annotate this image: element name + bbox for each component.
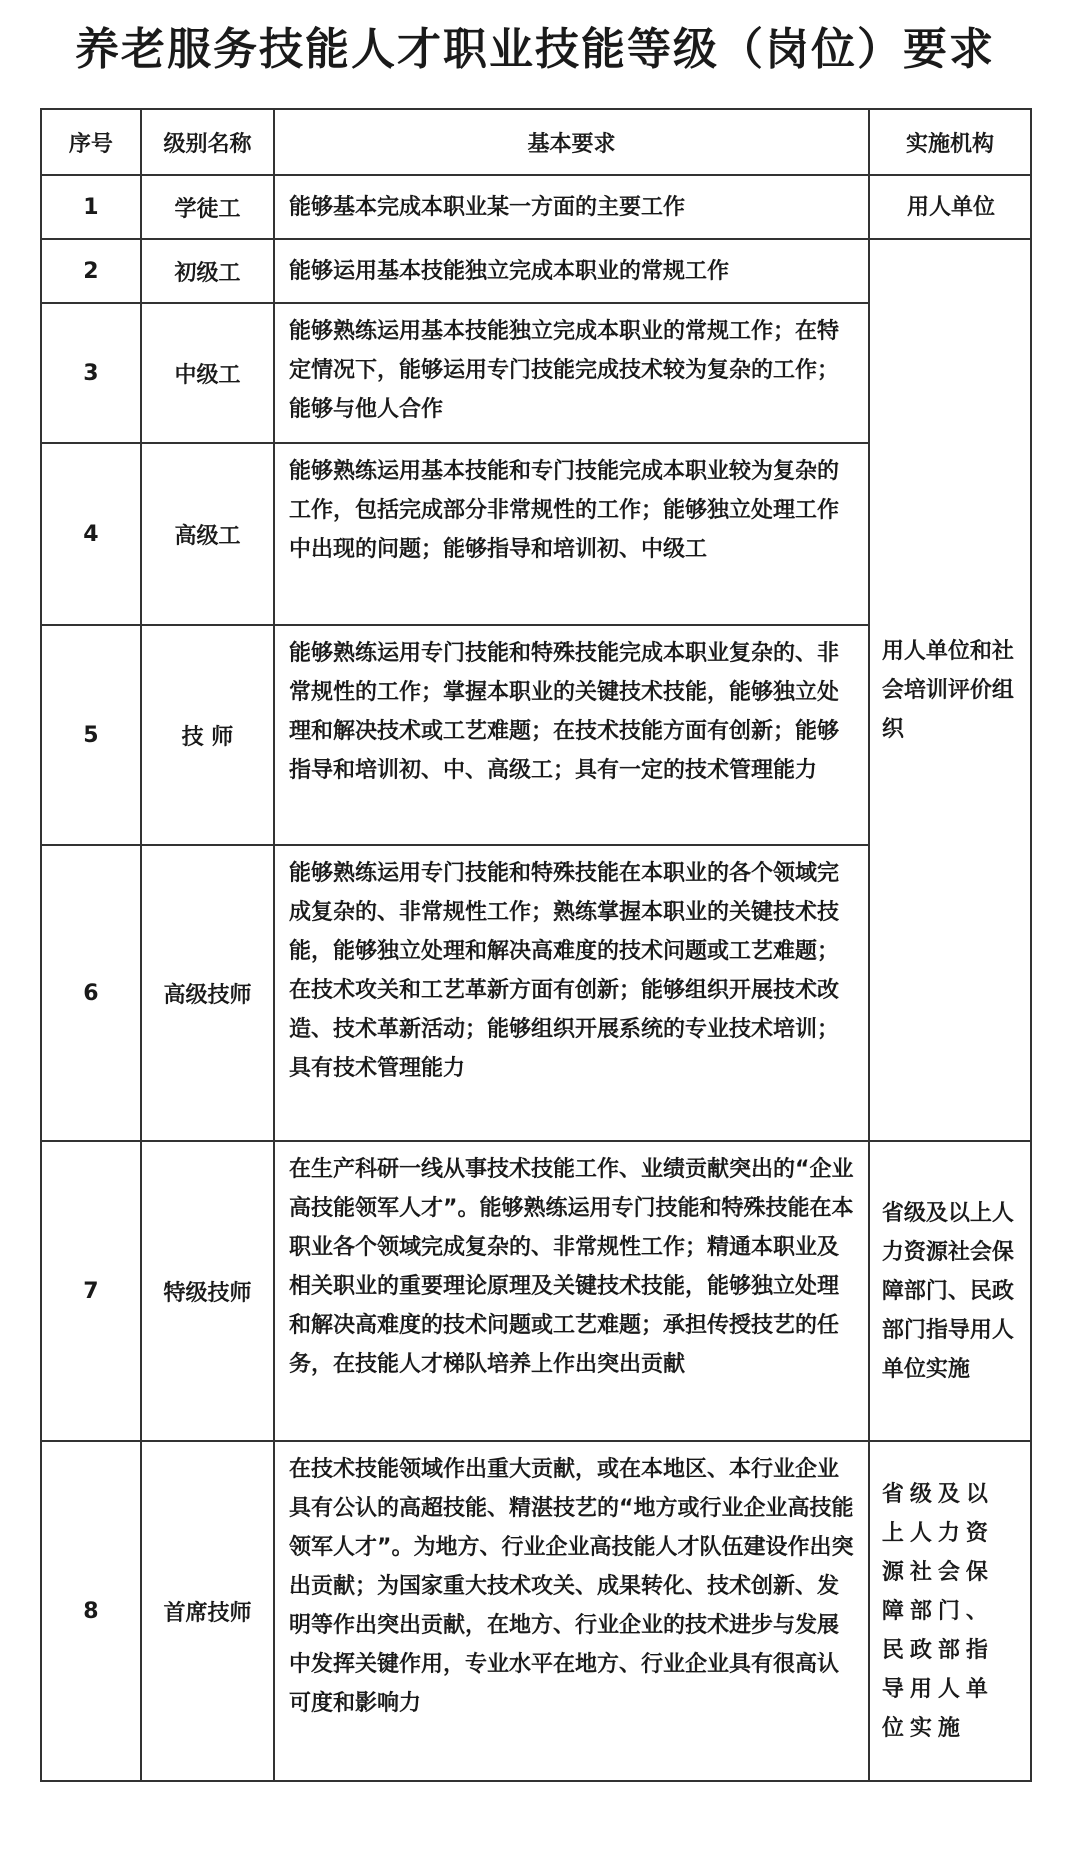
- level-name: 技 师: [141, 625, 274, 845]
- requirement-text: 能够基本完成本职业某一方面的主要工作: [274, 175, 869, 239]
- requirement-text: 在技术技能领域作出重大贡献，或在本地区、本行业企业具有公认的高超技能、精湛技艺的“地方或行业企业高技能领军人才”。为地方、行业企业高技能人才队伍建设作出突出贡献；为国家重大技术攻关、成果转化、技术创新、发明等作出突出贡献，在地方、行业企业的技术进步与发展中发挥关键作用，专业水平在地方、行业企业具有很高认可度和影响力: [274, 1441, 869, 1781]
- page-title: 养老服务技能人才职业技能等级（岗位）要求: [75, 24, 995, 75]
- requirements-table: [40, 108, 1032, 1782]
- level-name: 高级工: [141, 443, 274, 625]
- header-requirement: 基本要求: [274, 109, 869, 175]
- row-number: 3: [41, 303, 141, 443]
- institution-text-merged: 用人单位和社会培训评价组织: [869, 239, 1031, 1141]
- row-number: 7: [41, 1141, 141, 1441]
- row-number: 5: [41, 625, 141, 845]
- level-name: 学徒工: [141, 175, 274, 239]
- requirement-text: 能够熟练运用专门技能和特殊技能完成本职业复杂的、非常规性的工作；掌握本职业的关键技术技能，能够独立处理和解决技术或工艺难题；在技术技能方面有创新；能够指导和培训初、中、高级工；具有一定的技术管理能力: [274, 625, 869, 845]
- requirement-text: 能够熟练运用专门技能和特殊技能在本职业的各个领域完成复杂的、非常规性工作；熟练掌握本职业的关键技术技能，能够独立处理和解决高难度的技术问题或工艺难题；在技术攻关和工艺革新方面有创新；能够组织开展技术改造、技术革新活动；能够组织开展系统的专业技术培训；具有技术管理能力: [274, 845, 869, 1141]
- row-number: 4: [41, 443, 141, 625]
- row-number: 8: [41, 1441, 141, 1781]
- requirement-text: 在生产科研一线从事技术技能工作、业绩贡献突出的“企业高技能领军人才”。能够熟练运用专门技能和特殊技能在本职业各个领域完成复杂的、非常规性工作；精通本职业及相关职业的重要理论原理及关键技术技能，能够独立处理和解决高难度的技术问题或工艺难题；承担传授技艺的任务，在技能人才梯队培养上作出突出贡献: [274, 1141, 869, 1441]
- level-name: 高级技师: [141, 845, 274, 1141]
- row-number: 6: [41, 845, 141, 1141]
- table-row: [41, 1441, 1031, 1781]
- table-row: [41, 175, 1031, 239]
- header-level: 级别名称: [141, 109, 274, 175]
- requirement-text: 能够运用基本技能独立完成本职业的常规工作: [274, 239, 869, 303]
- institution-text: 省级及以上人力资源社会保障部门、民政部指导用人单位实施: [869, 1441, 1031, 1781]
- level-name: 中级工: [141, 303, 274, 443]
- institution-text: 省级及以上人力资源社会保障部门、民政部门指导用人单位实施: [869, 1141, 1031, 1441]
- header-num: 序号: [41, 109, 141, 175]
- table-row: [41, 1141, 1031, 1441]
- level-name: 特级技师: [141, 1141, 274, 1441]
- level-name: 初级工: [141, 239, 274, 303]
- institution-text: 用人单位: [869, 175, 1031, 239]
- table-row: [41, 239, 1031, 303]
- table-header-row: [41, 109, 1031, 175]
- header-institution: 实施机构: [869, 109, 1031, 175]
- level-name: 首席技师: [141, 1441, 274, 1781]
- row-number: 2: [41, 239, 141, 303]
- row-number: 1: [41, 175, 141, 239]
- requirement-text: 能够熟练运用基本技能独立完成本职业的常规工作；在特定情况下，能够运用专门技能完成技术较为复杂的工作；能够与他人合作: [274, 303, 869, 443]
- requirement-text: 能够熟练运用基本技能和专门技能完成本职业较为复杂的工作，包括完成部分非常规性的工作；能够独立处理工作中出现的问题；能够指导和培训初、中级工: [274, 443, 869, 625]
